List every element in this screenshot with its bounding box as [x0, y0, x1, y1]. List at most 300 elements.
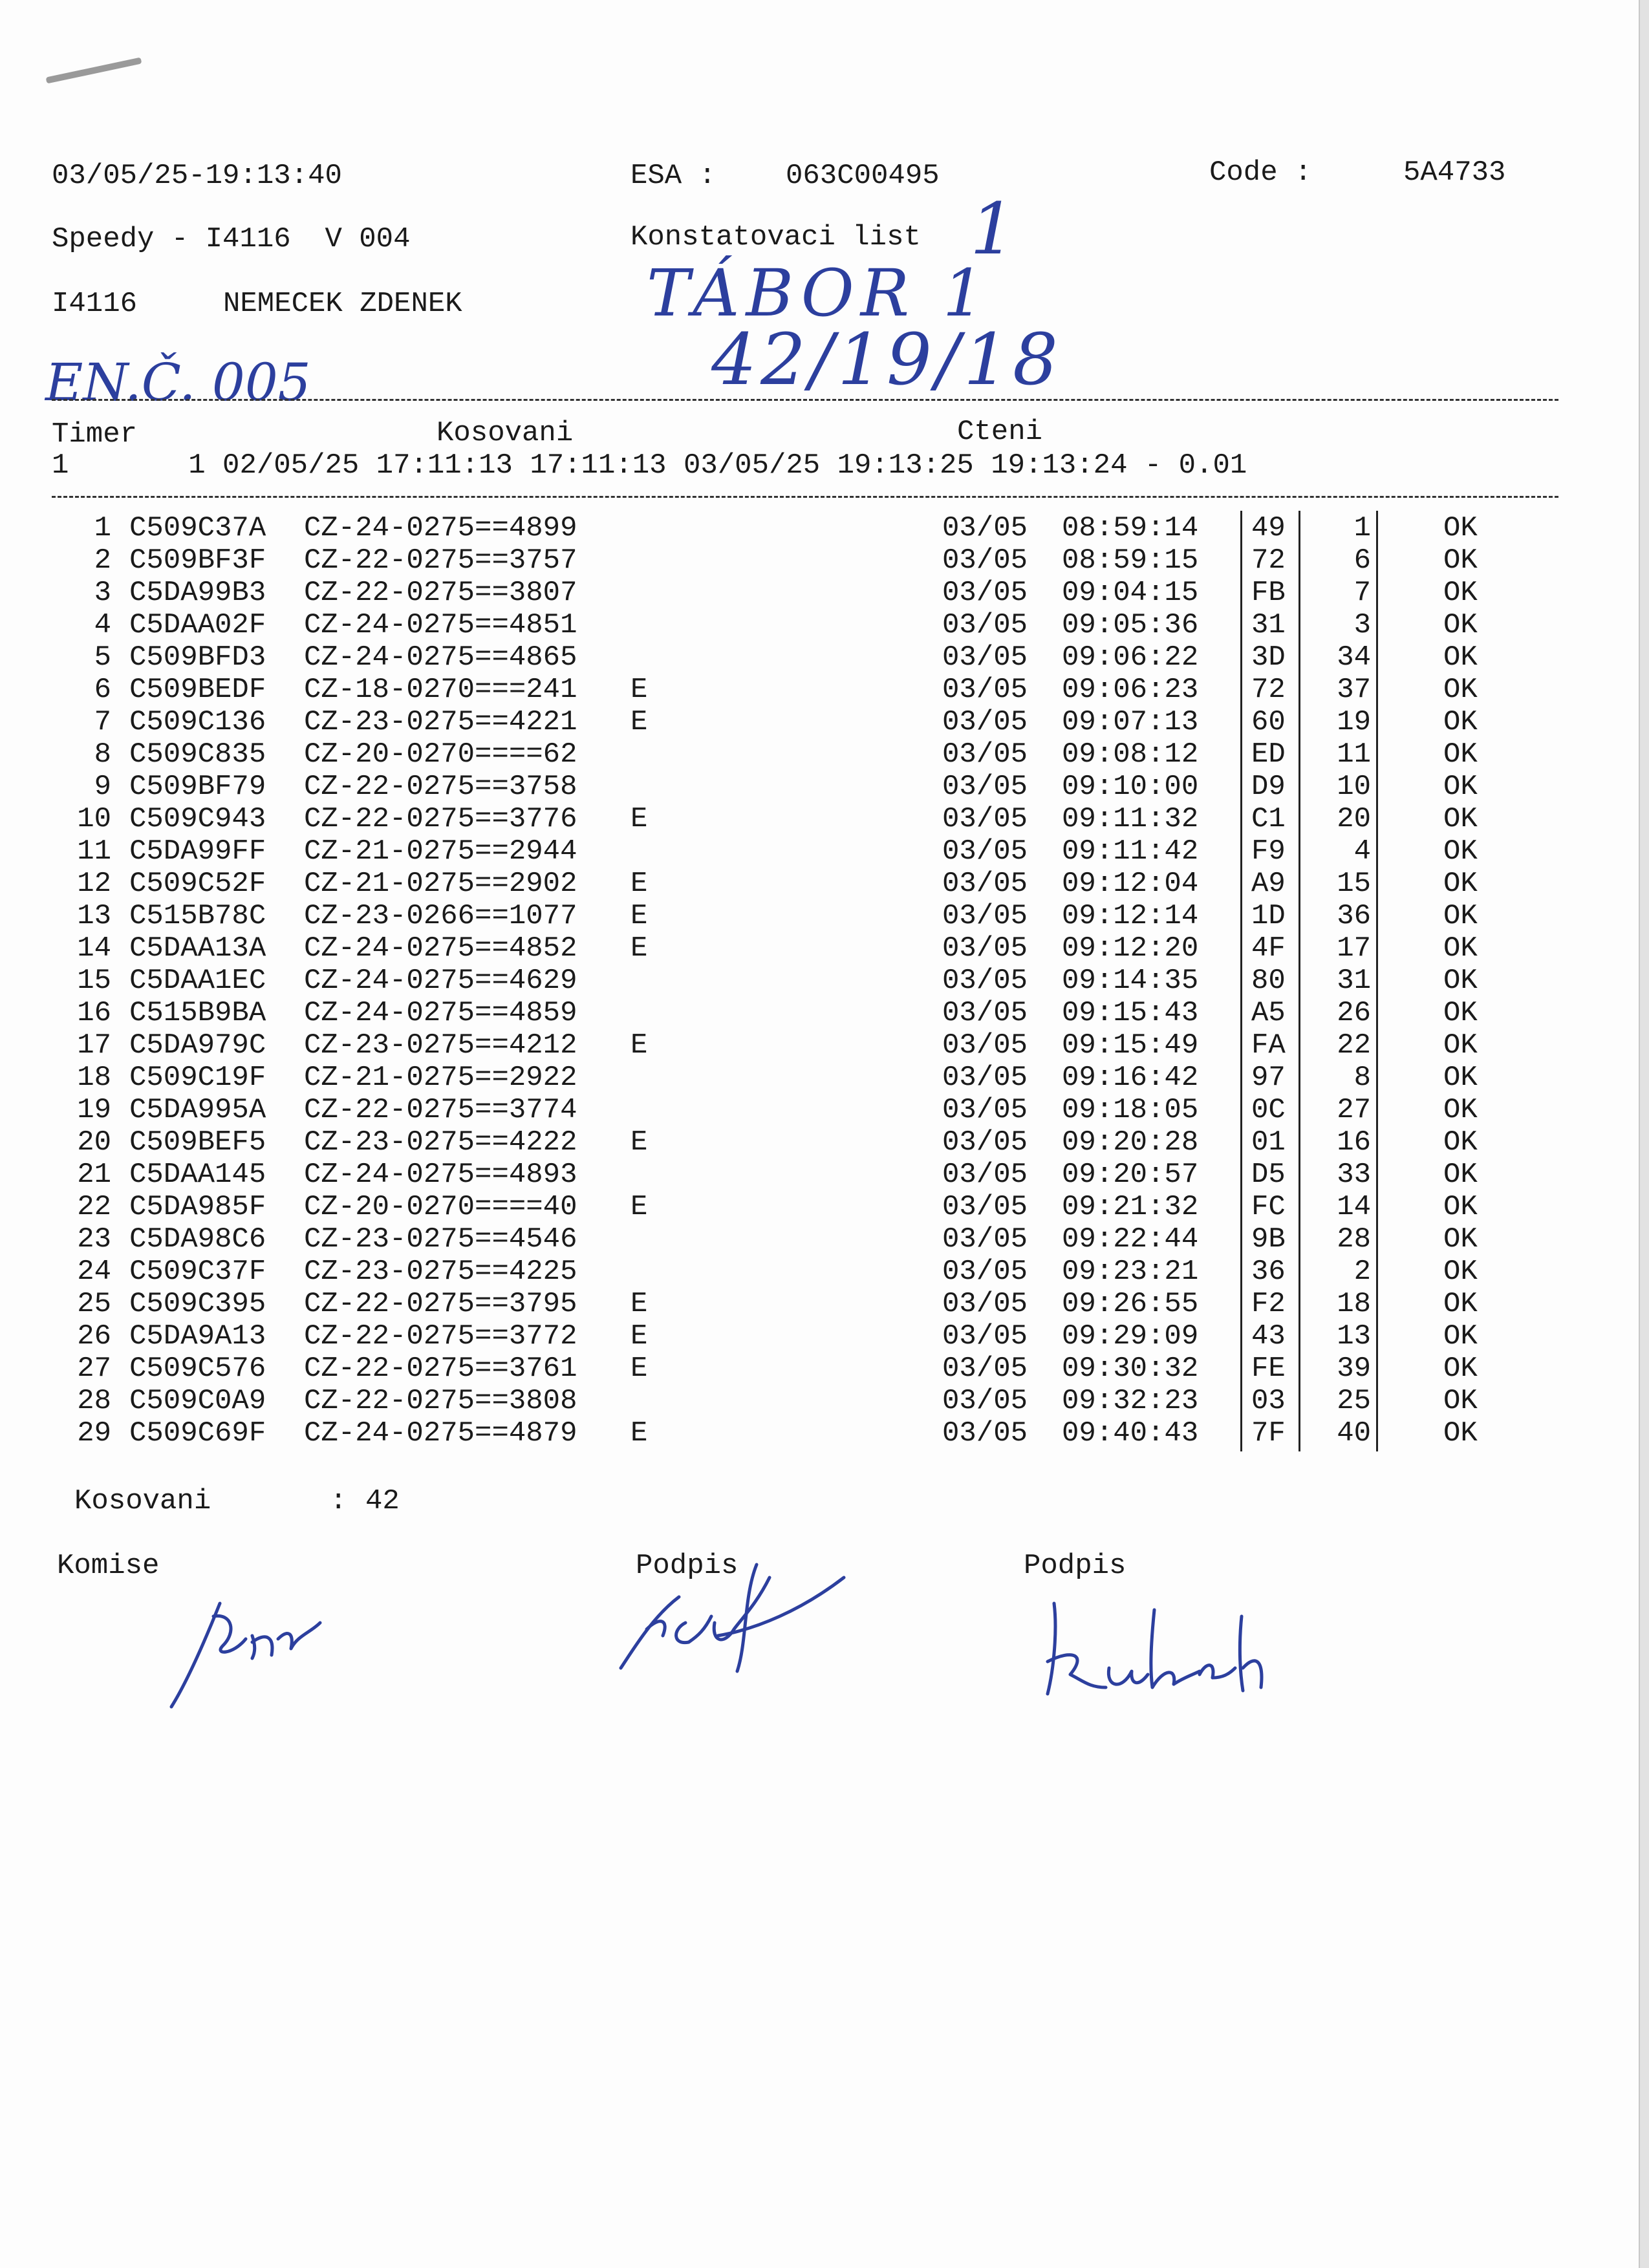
- table-row: [0, 1417, 1649, 1450]
- hex-code: 97: [1251, 1062, 1286, 1094]
- flag-e: E: [630, 1029, 648, 1062]
- owner-name: NEMECEK ZDENEK: [223, 288, 462, 320]
- read-time: 09:16:42: [1062, 1062, 1199, 1094]
- status-ok: OK: [1443, 1062, 1478, 1094]
- read-date: 03/05: [942, 674, 1028, 706]
- flag-e: E: [630, 706, 648, 738]
- row-number: 16: [77, 997, 111, 1029]
- order-number: 26: [1337, 997, 1371, 1029]
- read-date: 03/05: [942, 1256, 1028, 1288]
- table-row: [0, 932, 1649, 965]
- status-ok: OK: [1443, 641, 1478, 674]
- order-number: 25: [1337, 1385, 1371, 1417]
- timer-line: 1 1 02/05/25 17:11:13 17:11:13 03/05/25 19:13:25 19:13:24 - 0.01: [52, 449, 1247, 482]
- row-number: 19: [77, 1094, 111, 1126]
- row-number: 17: [77, 1029, 111, 1062]
- row-number: 5: [94, 641, 111, 674]
- table-row: [0, 835, 1649, 868]
- status-ok: OK: [1443, 932, 1478, 965]
- read-date: 03/05: [942, 1385, 1028, 1417]
- hex-code: FC: [1251, 1191, 1286, 1223]
- order-number: 22: [1337, 1029, 1371, 1062]
- ring-number: CZ-24-0275==4852: [304, 932, 577, 965]
- read-time: 09:14:35: [1062, 965, 1199, 997]
- order-number: 3: [1353, 609, 1371, 641]
- flag-e: E: [630, 868, 648, 900]
- dashed-separator-mid: [52, 496, 1558, 498]
- hex-code: A5: [1251, 997, 1286, 1029]
- ring-number: CZ-21-0275==2902: [304, 868, 577, 900]
- ring-number: CZ-23-0275==4546: [304, 1223, 577, 1256]
- status-ok: OK: [1443, 965, 1478, 997]
- read-date: 03/05: [942, 835, 1028, 868]
- ring-number: CZ-24-0275==4865: [304, 641, 577, 674]
- summary-separator: :: [330, 1485, 347, 1517]
- signature-podpis-2: [1035, 1590, 1280, 1713]
- read-time: 09:04:15: [1062, 577, 1199, 609]
- status-ok: OK: [1443, 1385, 1478, 1417]
- hex-code: 72: [1251, 674, 1286, 706]
- ring-number: CZ-20-0270====40: [304, 1191, 577, 1223]
- ring-number: CZ-20-0270====62: [304, 738, 577, 771]
- chip-id: C509BF79: [129, 771, 266, 803]
- order-number: 4: [1353, 835, 1371, 868]
- status-ok: OK: [1443, 771, 1478, 803]
- status-ok: OK: [1443, 1256, 1478, 1288]
- status-ok: OK: [1443, 1126, 1478, 1159]
- flag-e: E: [630, 932, 648, 965]
- hex-code: 72: [1251, 544, 1286, 577]
- chip-id: C5DA99FF: [129, 835, 266, 868]
- read-time: 09:06:23: [1062, 674, 1199, 706]
- read-date: 03/05: [942, 1288, 1028, 1320]
- read-date: 03/05: [942, 1094, 1028, 1126]
- order-number: 28: [1337, 1223, 1371, 1256]
- document-title: Konstatovaci list: [630, 221, 921, 253]
- esa-label: ESA :: [630, 160, 717, 192]
- read-time: 09:12:14: [1062, 900, 1199, 932]
- read-time: 09:11:42: [1062, 835, 1199, 868]
- read-time: 09:26:55: [1062, 1288, 1199, 1320]
- ring-number: CZ-23-0266==1077: [304, 900, 577, 932]
- row-number: 11: [77, 835, 111, 868]
- order-number: 16: [1337, 1126, 1371, 1159]
- order-number: 7: [1353, 577, 1371, 609]
- chip-id: C509C37F: [129, 1256, 266, 1288]
- status-ok: OK: [1443, 1223, 1478, 1256]
- chip-id: C509C136: [129, 706, 266, 738]
- order-number: 36: [1337, 900, 1371, 932]
- read-date: 03/05: [942, 868, 1028, 900]
- read-date: 03/05: [942, 1062, 1028, 1094]
- komise-label: Komise: [57, 1550, 160, 1582]
- ring-number: CZ-22-0275==3772: [304, 1320, 577, 1353]
- ring-number: CZ-22-0275==3758: [304, 771, 577, 803]
- order-number: 20: [1337, 803, 1371, 835]
- order-number: 18: [1337, 1288, 1371, 1320]
- signature-podpis-1: [608, 1539, 854, 1687]
- hex-code: 36: [1251, 1256, 1286, 1288]
- record-table: [0, 512, 1649, 1450]
- timer-label: Timer: [52, 418, 138, 451]
- row-number: 9: [94, 771, 111, 803]
- chip-id: C5DA995A: [129, 1094, 266, 1126]
- row-number: 28: [77, 1385, 111, 1417]
- status-ok: OK: [1443, 1029, 1478, 1062]
- order-number: 15: [1337, 868, 1371, 900]
- status-ok: OK: [1443, 1288, 1478, 1320]
- table-row: [0, 1094, 1649, 1126]
- owner-id: I4116: [52, 288, 138, 320]
- handwritten-list-number: 1: [970, 187, 1015, 270]
- row-number: 7: [94, 706, 111, 738]
- status-ok: OK: [1443, 577, 1478, 609]
- hex-code: A9: [1251, 868, 1286, 900]
- table-row: [0, 512, 1649, 544]
- read-date: 03/05: [942, 803, 1028, 835]
- table-row: [0, 900, 1649, 932]
- order-number: 10: [1337, 771, 1371, 803]
- summary-value: 42: [365, 1485, 400, 1517]
- table-row: [0, 1223, 1649, 1256]
- read-date: 03/05: [942, 1159, 1028, 1191]
- chip-id: C5DA98C6: [129, 1223, 266, 1256]
- read-date: 03/05: [942, 1320, 1028, 1353]
- row-number: 18: [77, 1062, 111, 1094]
- read-date: 03/05: [942, 512, 1028, 544]
- table-row: [0, 1159, 1649, 1191]
- ring-number: CZ-23-0275==4225: [304, 1256, 577, 1288]
- order-number: 40: [1337, 1417, 1371, 1450]
- order-number: 37: [1337, 674, 1371, 706]
- ring-number: CZ-24-0275==4629: [304, 965, 577, 997]
- hex-code: ED: [1251, 738, 1286, 771]
- table-row: [0, 1353, 1649, 1385]
- read-date: 03/05: [942, 771, 1028, 803]
- order-number: 1: [1353, 512, 1371, 544]
- chip-id: C5DAA13A: [129, 932, 266, 965]
- row-number: 15: [77, 965, 111, 997]
- status-ok: OK: [1443, 544, 1478, 577]
- read-time: 09:08:12: [1062, 738, 1199, 771]
- flag-e: E: [630, 1126, 648, 1159]
- chip-id: C5DA979C: [129, 1029, 266, 1062]
- read-time: 09:29:09: [1062, 1320, 1199, 1353]
- table-row: [0, 771, 1649, 803]
- flag-e: E: [630, 1191, 648, 1223]
- column-divider: [1376, 511, 1378, 1451]
- status-ok: OK: [1443, 1159, 1478, 1191]
- cteni-label: Cteni: [957, 416, 1043, 448]
- status-ok: OK: [1443, 1353, 1478, 1385]
- chip-id: C5DAA145: [129, 1159, 266, 1191]
- status-ok: OK: [1443, 1191, 1478, 1223]
- hex-code: FA: [1251, 1029, 1286, 1062]
- row-number: 23: [77, 1223, 111, 1256]
- ring-number: CZ-22-0275==3808: [304, 1385, 577, 1417]
- read-time: 09:22:44: [1062, 1223, 1199, 1256]
- table-row: [0, 1320, 1649, 1353]
- chip-id: C5DA99B3: [129, 577, 266, 609]
- ring-number: CZ-24-0275==4893: [304, 1159, 577, 1191]
- read-time: 09:15:49: [1062, 1029, 1199, 1062]
- ring-number: CZ-22-0275==3776: [304, 803, 577, 835]
- hex-code: 31: [1251, 609, 1286, 641]
- ring-number: CZ-23-0275==4212: [304, 1029, 577, 1062]
- chip-id: C509C19F: [129, 1062, 266, 1094]
- ring-number: CZ-21-0275==2944: [304, 835, 577, 868]
- row-number: 13: [77, 900, 111, 932]
- read-date: 03/05: [942, 1353, 1028, 1385]
- table-row: [0, 1191, 1649, 1223]
- read-date: 03/05: [942, 997, 1028, 1029]
- table-row: [0, 674, 1649, 706]
- read-date: 03/05: [942, 965, 1028, 997]
- ring-number: CZ-23-0275==4221: [304, 706, 577, 738]
- row-number: 14: [77, 932, 111, 965]
- table-row: [0, 997, 1649, 1029]
- flag-e: E: [630, 1353, 648, 1385]
- hex-code: F9: [1251, 835, 1286, 868]
- table-row: [0, 868, 1649, 900]
- flag-e: E: [630, 1288, 648, 1320]
- table-row: [0, 1062, 1649, 1094]
- read-date: 03/05: [942, 932, 1028, 965]
- signature-komise: [162, 1578, 330, 1720]
- read-time: 09:20:28: [1062, 1126, 1199, 1159]
- print-datetime: 03/05/25-19:13:40: [52, 160, 342, 192]
- row-number: 24: [77, 1256, 111, 1288]
- table-row: [0, 738, 1649, 771]
- read-date: 03/05: [942, 900, 1028, 932]
- chip-id: C509C0A9: [129, 1385, 266, 1417]
- ring-number: CZ-21-0275==2922: [304, 1062, 577, 1094]
- order-number: 19: [1337, 706, 1371, 738]
- status-ok: OK: [1443, 674, 1478, 706]
- chip-id: C5DAA1EC: [129, 965, 266, 997]
- hex-code: 49: [1251, 512, 1286, 544]
- chip-id: C5DA9A13: [129, 1320, 266, 1353]
- ring-number: CZ-22-0275==3761: [304, 1353, 577, 1385]
- flag-e: E: [630, 803, 648, 835]
- hex-code: 01: [1251, 1126, 1286, 1159]
- hex-code: 7F: [1251, 1417, 1286, 1450]
- table-row: [0, 1029, 1649, 1062]
- chip-id: C509C52F: [129, 868, 266, 900]
- read-time: 09:11:32: [1062, 803, 1199, 835]
- flag-e: E: [630, 674, 648, 706]
- order-number: 33: [1337, 1159, 1371, 1191]
- read-date: 03/05: [942, 1417, 1028, 1450]
- read-time: 09:12:20: [1062, 932, 1199, 965]
- ring-number: CZ-22-0275==3774: [304, 1094, 577, 1126]
- row-number: 25: [77, 1288, 111, 1320]
- chip-id: C509C69F: [129, 1417, 266, 1450]
- row-number: 29: [77, 1417, 111, 1450]
- read-date: 03/05: [942, 544, 1028, 577]
- chip-id: C509C576: [129, 1353, 266, 1385]
- hex-code: 4F: [1251, 932, 1286, 965]
- table-row: [0, 609, 1649, 641]
- order-number: 17: [1337, 932, 1371, 965]
- ring-number: CZ-24-0275==4859: [304, 997, 577, 1029]
- flag-e: E: [630, 900, 648, 932]
- read-time: 09:32:23: [1062, 1385, 1199, 1417]
- read-time: 08:59:15: [1062, 544, 1199, 577]
- status-ok: OK: [1443, 900, 1478, 932]
- ring-number: CZ-22-0275==3807: [304, 577, 577, 609]
- read-time: 09:05:36: [1062, 609, 1199, 641]
- row-number: 27: [77, 1353, 111, 1385]
- order-number: 2: [1353, 1256, 1371, 1288]
- flag-e: E: [630, 1417, 648, 1450]
- read-date: 03/05: [942, 1126, 1028, 1159]
- read-time: 09:10:00: [1062, 771, 1199, 803]
- summary-label: Kosovani: [74, 1485, 211, 1517]
- column-divider: [1240, 511, 1242, 1451]
- row-number: 4: [94, 609, 111, 641]
- hex-code: 0C: [1251, 1094, 1286, 1126]
- read-time: 09:15:43: [1062, 997, 1199, 1029]
- read-date: 03/05: [942, 641, 1028, 674]
- read-date: 03/05: [942, 609, 1028, 641]
- read-date: 03/05: [942, 706, 1028, 738]
- ring-number: CZ-23-0275==4222: [304, 1126, 577, 1159]
- row-number: 10: [77, 803, 111, 835]
- dashed-separator-top: [52, 399, 1558, 401]
- hex-code: 60: [1251, 706, 1286, 738]
- row-number: 21: [77, 1159, 111, 1191]
- ring-number: CZ-22-0275==3795: [304, 1288, 577, 1320]
- row-number: 26: [77, 1320, 111, 1353]
- read-time: 09:23:21: [1062, 1256, 1199, 1288]
- status-ok: OK: [1443, 868, 1478, 900]
- handwritten-place: TÁBOR 1: [647, 255, 991, 331]
- row-number: 22: [77, 1191, 111, 1223]
- row-number: 8: [94, 738, 111, 771]
- read-date: 03/05: [942, 1223, 1028, 1256]
- chip-id: C509C943: [129, 803, 266, 835]
- hex-code: 3D: [1251, 641, 1286, 674]
- status-ok: OK: [1443, 706, 1478, 738]
- table-row: [0, 965, 1649, 997]
- chip-id: C5DAA02F: [129, 609, 266, 641]
- read-date: 03/05: [942, 1191, 1028, 1223]
- code-value: 5A4733: [1403, 156, 1506, 189]
- podpis-label-1: Podpis: [636, 1550, 738, 1582]
- table-row: [0, 577, 1649, 609]
- hex-code: C1: [1251, 803, 1286, 835]
- ring-number: CZ-24-0275==4851: [304, 609, 577, 641]
- handwritten-count-note: 42/19/18: [711, 318, 1062, 401]
- status-ok: OK: [1443, 1417, 1478, 1450]
- table-row: [0, 1256, 1649, 1288]
- order-number: 11: [1337, 738, 1371, 771]
- hex-code: 80: [1251, 965, 1286, 997]
- table-row: [0, 641, 1649, 674]
- chip-id: C509C395: [129, 1288, 266, 1320]
- read-time: 09:21:32: [1062, 1191, 1199, 1223]
- order-number: 6: [1353, 544, 1371, 577]
- read-time: 09:06:22: [1062, 641, 1199, 674]
- order-number: 14: [1337, 1191, 1371, 1223]
- read-time: 09:30:32: [1062, 1353, 1199, 1385]
- hex-code: FB: [1251, 577, 1286, 609]
- chip-id: C509BEDF: [129, 674, 266, 706]
- column-divider: [1299, 511, 1300, 1451]
- row-number: 20: [77, 1126, 111, 1159]
- chip-id: C509BF3F: [129, 544, 266, 577]
- esa-value: 063C00495: [786, 160, 940, 192]
- table-row: [0, 544, 1649, 577]
- read-time: 09:20:57: [1062, 1159, 1199, 1191]
- flag-e: E: [630, 1320, 648, 1353]
- table-row: [0, 1126, 1649, 1159]
- kosovani-label: Kosovani: [436, 417, 574, 449]
- chip-id: C5DA985F: [129, 1191, 266, 1223]
- row-number: 1: [94, 512, 111, 544]
- ring-number: CZ-22-0275==3757: [304, 544, 577, 577]
- hex-code: D9: [1251, 771, 1286, 803]
- read-date: 03/05: [942, 1029, 1028, 1062]
- order-number: 27: [1337, 1094, 1371, 1126]
- table-row: [0, 1288, 1649, 1320]
- row-number: 2: [94, 544, 111, 577]
- row-number: 12: [77, 868, 111, 900]
- order-number: 31: [1337, 965, 1371, 997]
- table-row: [0, 706, 1649, 738]
- order-number: 8: [1353, 1062, 1371, 1094]
- status-ok: OK: [1443, 803, 1478, 835]
- read-time: 08:59:14: [1062, 512, 1199, 544]
- ring-number: CZ-24-0275==4899: [304, 512, 577, 544]
- read-time: 09:07:13: [1062, 706, 1199, 738]
- order-number: 13: [1337, 1320, 1371, 1353]
- table-row: [0, 1385, 1649, 1417]
- staple-mark: [46, 58, 142, 84]
- hex-code: D5: [1251, 1159, 1286, 1191]
- ring-number: CZ-24-0275==4879: [304, 1417, 577, 1450]
- status-ok: OK: [1443, 1320, 1478, 1353]
- row-number: 6: [94, 674, 111, 706]
- order-number: 39: [1337, 1353, 1371, 1385]
- read-time: 09:40:43: [1062, 1417, 1199, 1450]
- hex-code: 03: [1251, 1385, 1286, 1417]
- chip-id: C509C37A: [129, 512, 266, 544]
- row-number: 3: [94, 577, 111, 609]
- chip-id: C515B9BA: [129, 997, 266, 1029]
- status-ok: OK: [1443, 738, 1478, 771]
- read-date: 03/05: [942, 738, 1028, 771]
- order-number: 34: [1337, 641, 1371, 674]
- hex-code: F2: [1251, 1288, 1286, 1320]
- hex-code: 43: [1251, 1320, 1286, 1353]
- hex-code: 1D: [1251, 900, 1286, 932]
- status-ok: OK: [1443, 835, 1478, 868]
- code-label: Code :: [1209, 156, 1312, 189]
- hex-code: FE: [1251, 1353, 1286, 1385]
- hex-code: 9B: [1251, 1223, 1286, 1256]
- system-name: Speedy - I4116 V 004: [52, 223, 411, 255]
- table-row: [0, 803, 1649, 835]
- status-ok: OK: [1443, 609, 1478, 641]
- status-ok: OK: [1443, 512, 1478, 544]
- ring-number: CZ-18-0270===241: [304, 674, 577, 706]
- handwritten-reference: EN.Č. 005: [45, 352, 311, 412]
- read-time: 09:18:05: [1062, 1094, 1199, 1126]
- read-time: 09:12:04: [1062, 868, 1199, 900]
- status-ok: OK: [1443, 997, 1478, 1029]
